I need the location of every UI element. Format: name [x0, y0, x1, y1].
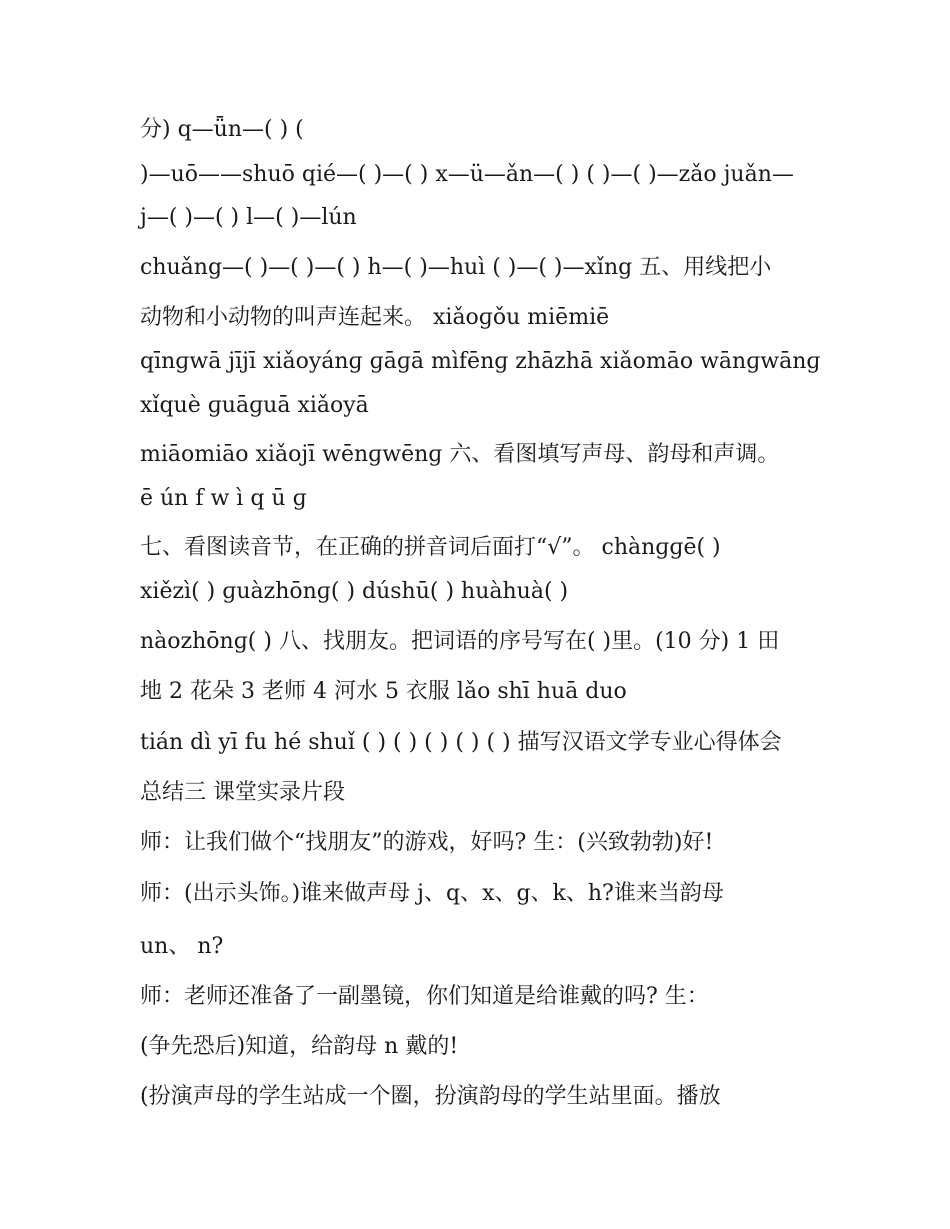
- text-line: un、 n?: [140, 934, 224, 959]
- text-line: chuǎng—( )—( )—( ) h—( )—huì ( )—( )—xǐng 五、用线把小: [140, 255, 772, 280]
- text-line: 师：老师还准备了一副墨镜，你们知道是给谁戴的吗? 生：: [140, 984, 709, 1009]
- text-line: 七、看图读音节，在正确的拼音词后面打“√”。 chànɡɡē( ): [140, 535, 721, 560]
- text-line: 分) q—ǖn—( ) (: [140, 117, 304, 142]
- text-line: )—uō——shuō qié—( )—( ) x—ü—ǎn—( ) ( )—( )—zǎo juǎn—: [140, 162, 794, 187]
- text-line: 师：让我们做个“找朋友”的游戏，好吗? 生：(兴致勃勃)好!: [140, 830, 714, 855]
- text-line: 总结三 课堂实录片段: [140, 780, 345, 805]
- text-line: qīnɡwā jījī xiǎoyánɡ ɡāɡā mìfēnɡ zhāzhā xiǎomāo wānɡwānɡ: [140, 349, 821, 374]
- text-line: miāomiāo xiǎojī wēnɡwēnɡ 六、看图填写声母、韵母和声调。: [140, 442, 780, 467]
- text-line: 师：(出示头饰。)谁来做声母 j、q、x、g、k、h?谁来当韵母: [140, 881, 724, 906]
- text-line: xǐquè ɡuāɡuā xiǎoyā: [140, 393, 369, 418]
- text-line: j—( )—( ) l—( )—lún: [140, 205, 357, 230]
- text-line: (争先恐后)知道，给韵母 n 戴的!: [140, 1034, 459, 1059]
- text-line: (扮演声母的学生站成一个圈，扮演韵母的学生站里面。播放: [140, 1084, 721, 1109]
- text-line: tián dì yī fu hé shuǐ ( ) ( ) ( ) ( ) ( ) 描写汉语文学专业心得体会: [140, 730, 782, 755]
- text-line: 地 2 花朵 3 老师 4 河水 5 衣服 lǎo shī huā duo: [140, 679, 627, 704]
- text-line: ē ún f w ì q ū ɡ: [140, 486, 307, 511]
- text-line: 动物和小动物的叫声连起来。 xiǎoɡǒu miēmiē: [140, 305, 610, 330]
- text-line: xiězì( ) ɡuàzhōnɡ( ) dúshū( ) huàhuà( ): [140, 579, 569, 604]
- text-line: nàozhōnɡ( ) 八、找朋友。把词语的序号写在( )里。(10 分) 1 田: [140, 629, 780, 654]
